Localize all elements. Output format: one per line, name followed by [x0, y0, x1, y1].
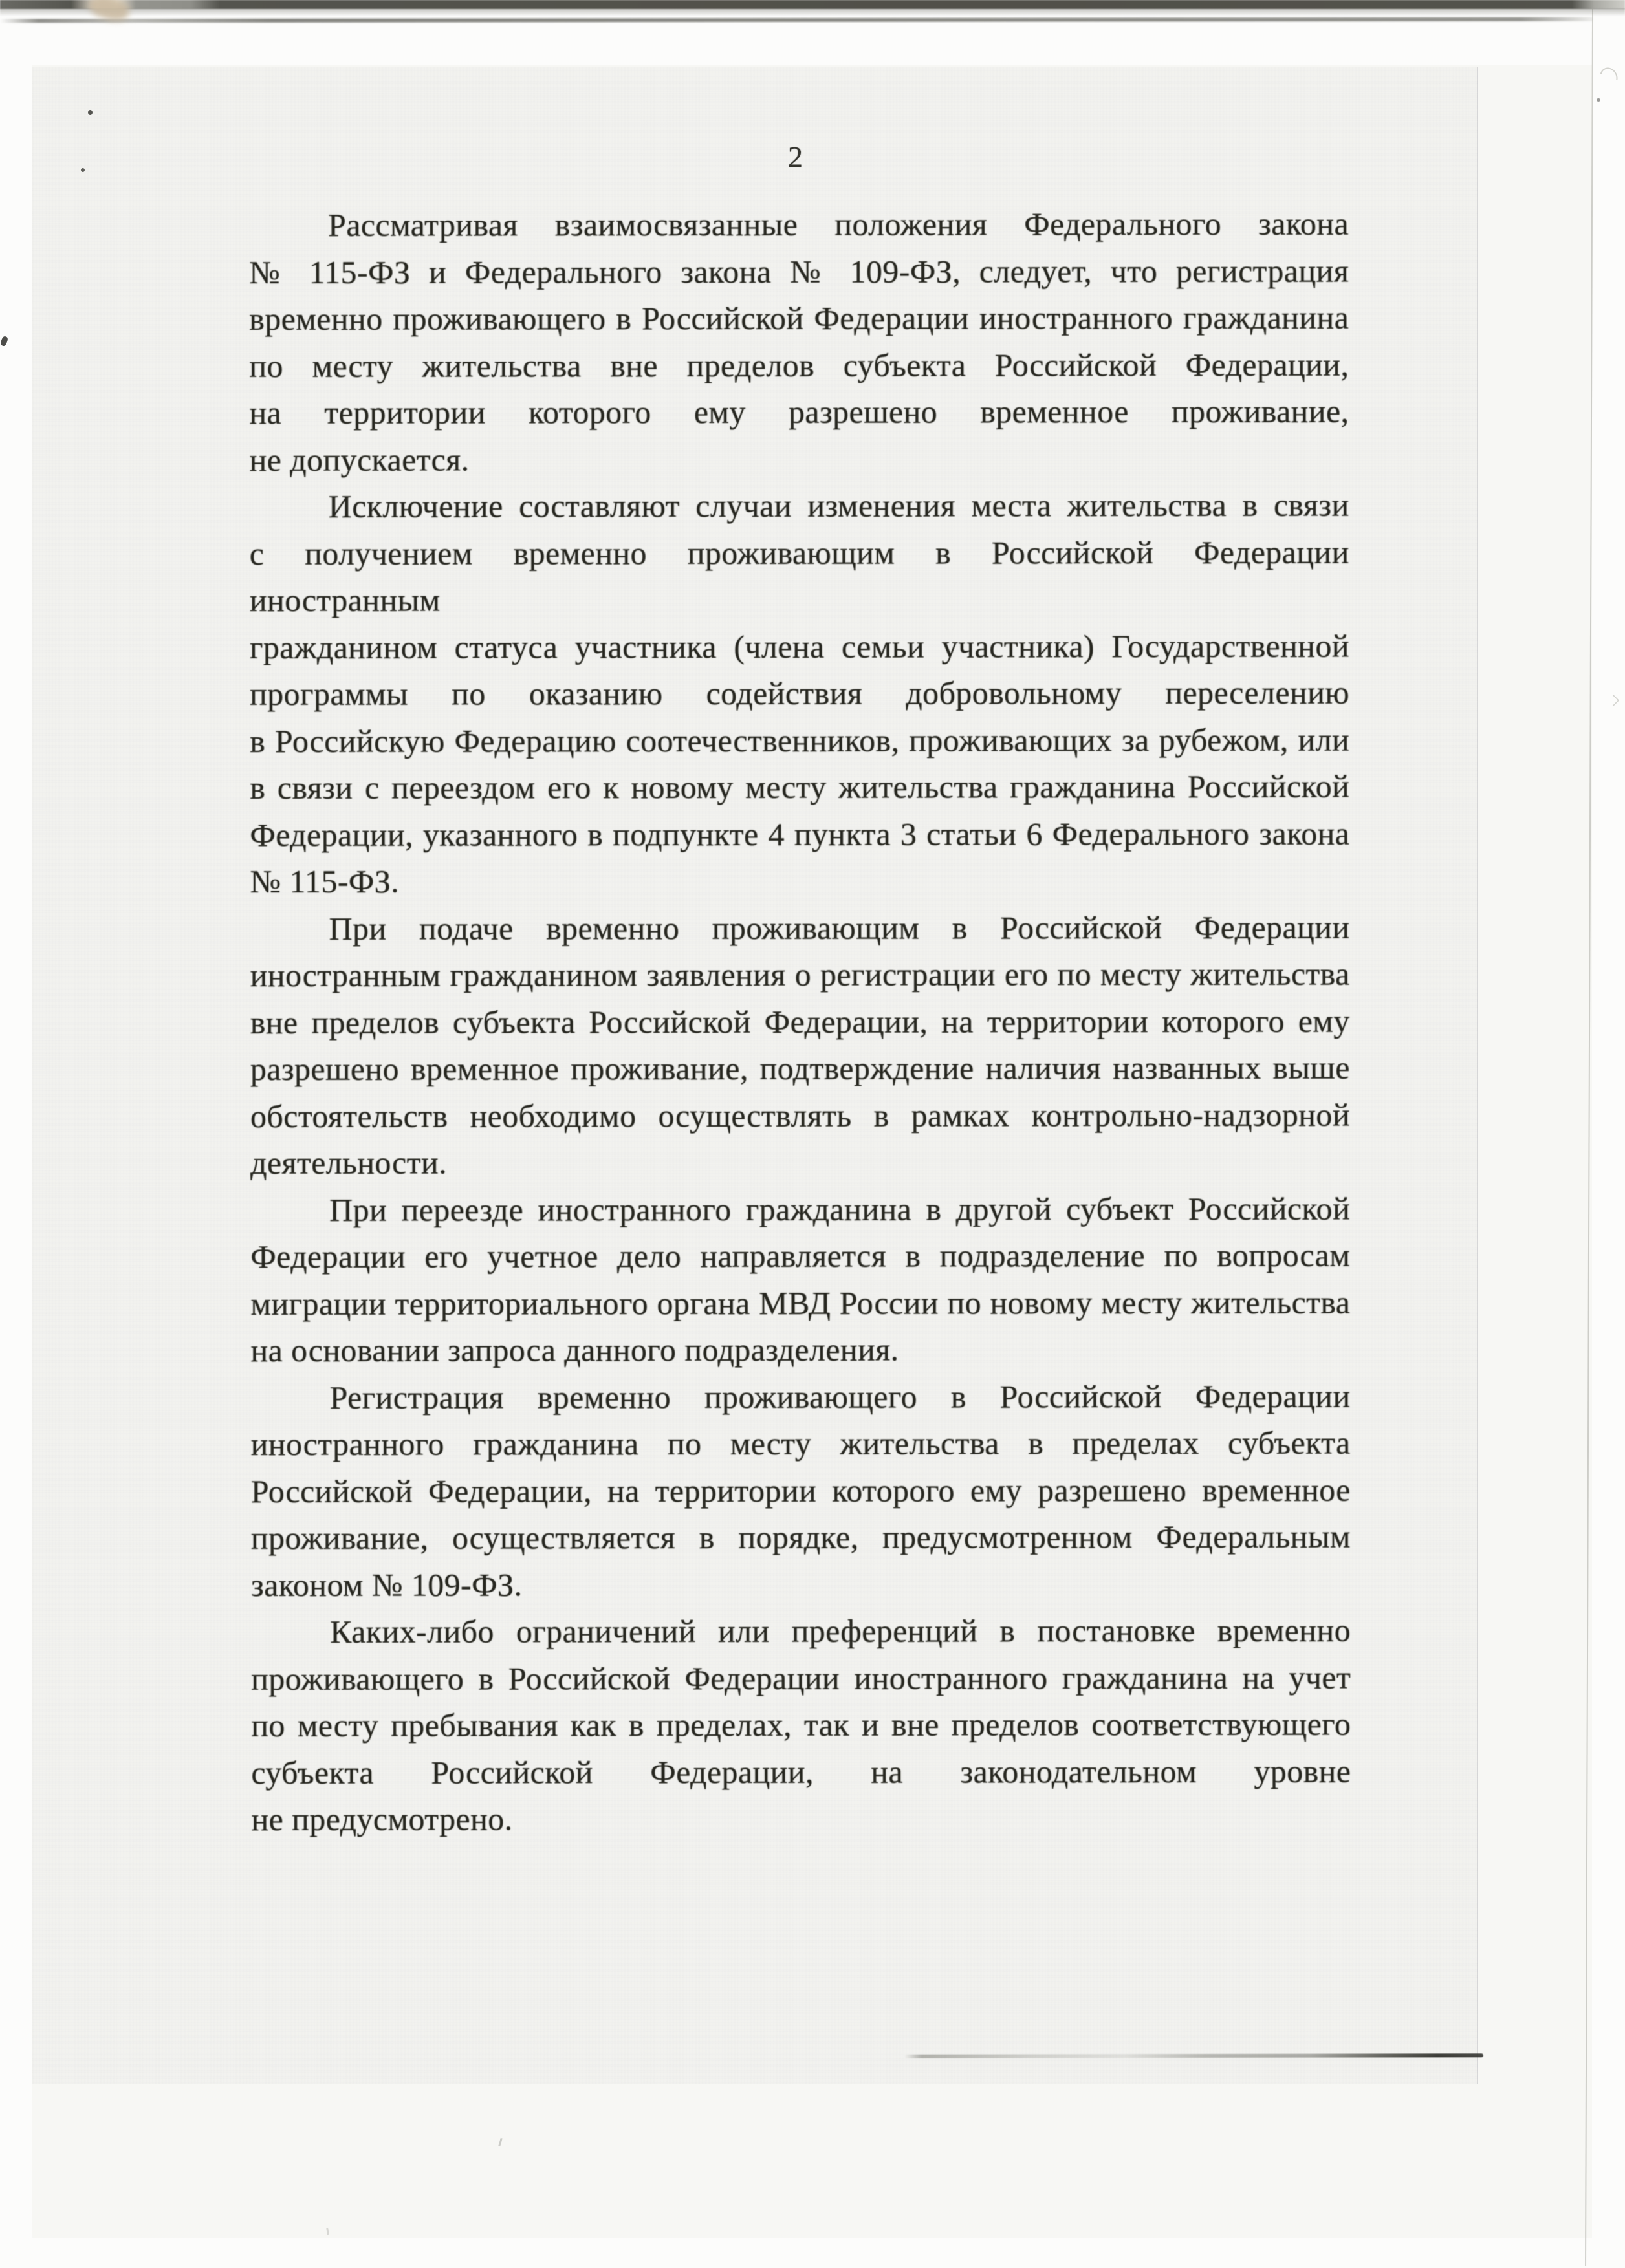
text-block [249, 200, 1351, 1843]
scanner-bar [0, 0, 1625, 9]
page-number: 2 [788, 140, 803, 173]
scanner-bar-shadow [0, 8, 1625, 16]
text-line: деятельности. [250, 1144, 448, 1181]
ink-speck [81, 168, 85, 172]
text-line: Федерации его учетное дело направляется в подразделение по вопросам [250, 1237, 1351, 1275]
text-line: программы по оказанию содействия добровольному переселению [250, 674, 1350, 712]
scanner-bar-line [0, 17, 1593, 23]
text-line: на основании запроса данного подразделения. [250, 1331, 899, 1368]
ink-speck [88, 110, 93, 115]
text-line: № 115-ФЗ и Федерального закона № 109-ФЗ, следует, что регистрация [249, 252, 1349, 290]
text-line: вне пределов субъекта Российской Федерации, на территории которого ему [250, 1002, 1350, 1041]
scan-mark [1608, 695, 1619, 706]
text-line: по месту пребывания как в пределах, так и вне пределов соответствующего [251, 1705, 1351, 1744]
paper-curl-mark [1597, 65, 1621, 90]
text-line: проживание, осуществляется в порядке, предусмотренном Федеральным [250, 1518, 1351, 1556]
text-line: миграции территориального органа МВД России по новому месту жительства [250, 1284, 1351, 1322]
ink-speck [1597, 98, 1600, 102]
paragraph [249, 200, 1349, 483]
text-line: обстоятельств необходимо осуществлять в рамках контрольно-надзорной [250, 1096, 1351, 1134]
paragraph [250, 903, 1351, 1186]
text-line: с получением временно проживающим в Российской Федерации иностранным [249, 534, 1349, 618]
ink-speck [0, 336, 8, 347]
text-line: Рассматривая взаимосвязанные положения Федерального закона [328, 205, 1349, 243]
text-line: проживающего в Российской Федерации иностранного гражданина на учет [251, 1659, 1351, 1697]
text-line: по месту жительства вне пределов субъекта Российской Федерации, [249, 346, 1349, 384]
text-line: не допускается. [249, 441, 470, 478]
text-line: на территории которого ему разрешено временное проживание, [249, 393, 1349, 431]
text-line: временно проживающего в Российской Федерации иностранного гражданина [249, 299, 1349, 337]
text-line: При переезде иностранного гражданина в другой субъект Российской [329, 1190, 1351, 1228]
text-line: Исключение составляют случаи изменения места жительства в связи [328, 486, 1349, 524]
paragraph [250, 482, 1350, 905]
text-line: Федерации, указанного в подпункте 4 пункта 3 статьи 6 Федерального закона [250, 815, 1350, 853]
paragraph [251, 1607, 1351, 1843]
paragraph [251, 1372, 1351, 1608]
text-line: субъекта Российской Федерации, на законодательном уровне [251, 1753, 1351, 1791]
text-line: гражданином статуса участника (члена семьи участника) Государственной [249, 627, 1349, 665]
text-line: иностранного гражданина по месту жительства в пределах субъекта [250, 1424, 1351, 1462]
text-line: иностранным гражданином заявления о регистрации его по месту жительства [250, 955, 1350, 993]
text-line: в Российскую Федерацию соотечественников, проживающих за рубежом, или [250, 721, 1350, 759]
text-line: Каких-либо ограничений или преференций в постановке временно [330, 1612, 1351, 1650]
text-line: Регистрация временно проживающего в Российской Федерации [329, 1377, 1351, 1416]
text-line: При подаче временно проживающим в Российской Федерации [329, 909, 1350, 947]
paragraph [250, 1185, 1350, 1374]
text-line: № 115-ФЗ. [250, 863, 400, 900]
text-line: Российской Федерации, на территории которого ему разрешено временное [250, 1471, 1351, 1509]
text-line: в связи с переездом его к новому месту жительства гражданина Российской [250, 768, 1350, 806]
text-line: не предусмотрено. [251, 1800, 513, 1837]
text-line: разрешено временное проживание, подтверждение наличия названных выше [250, 1049, 1350, 1087]
text-line: законом № 109-ФЗ. [250, 1566, 523, 1603]
